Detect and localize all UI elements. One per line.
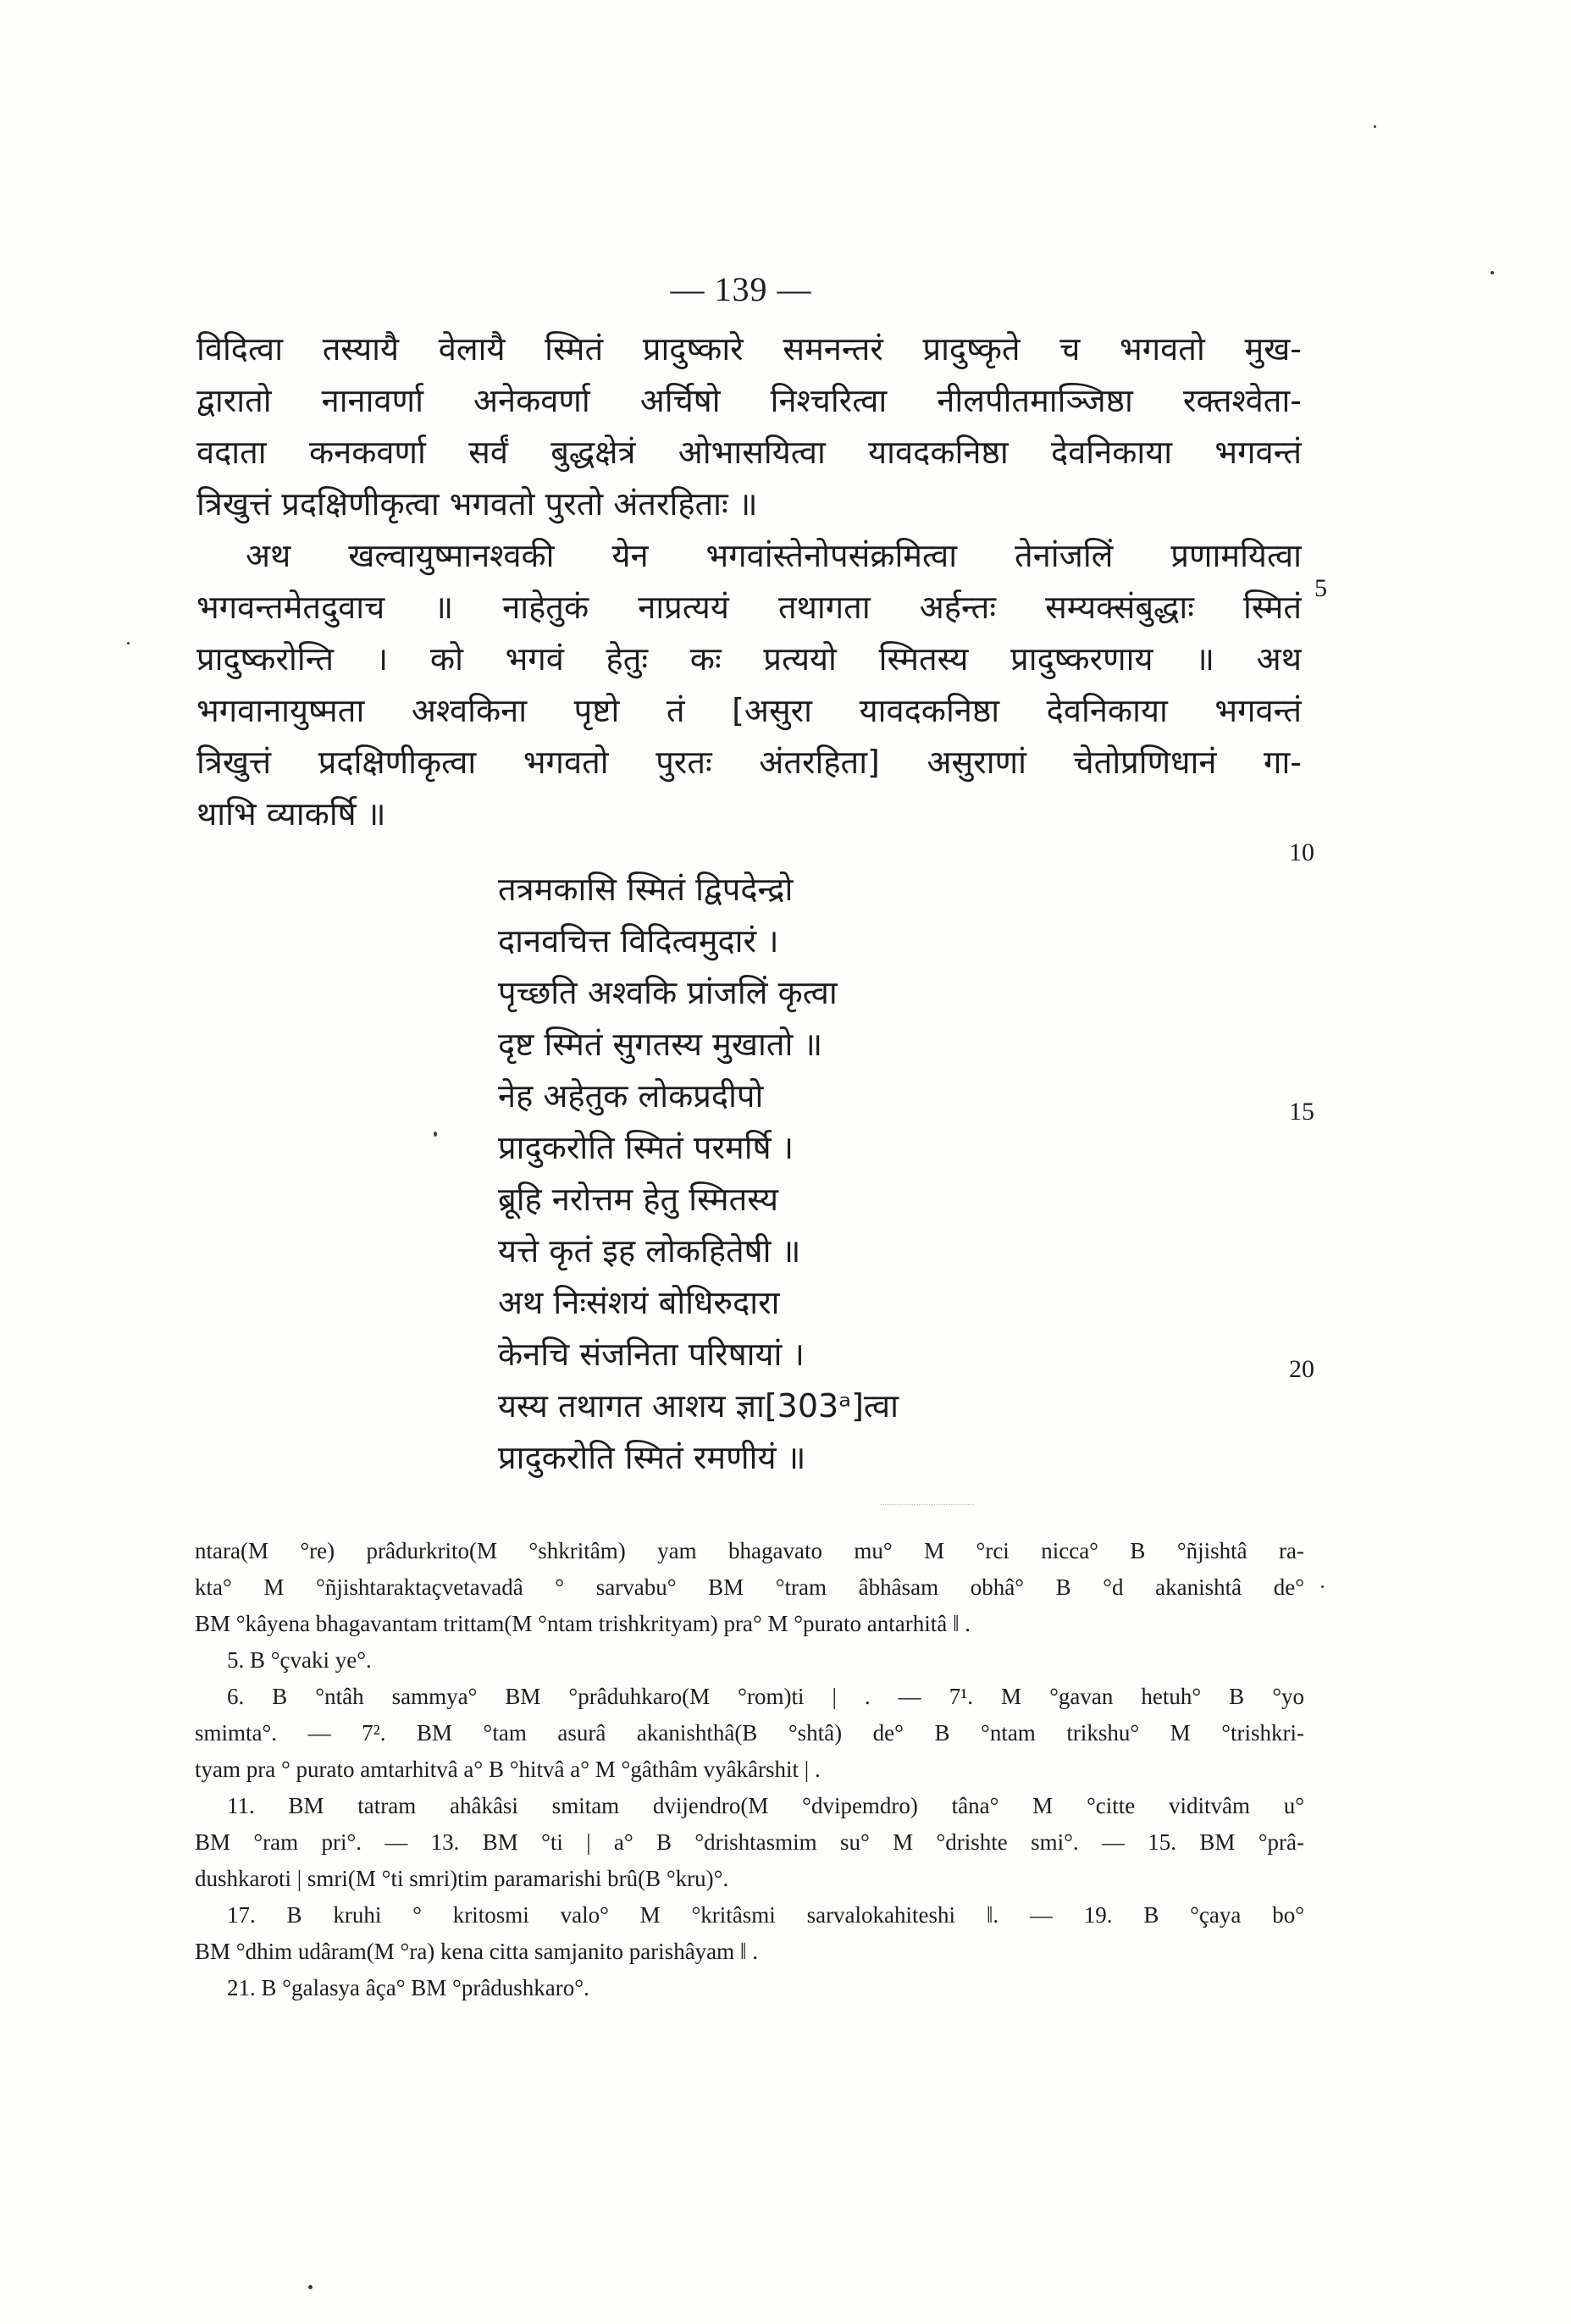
print-speck <box>1321 1585 1324 1588</box>
verse-line: ब्रूहि नरोत्तम हेतु स्मितस्य <box>498 1181 779 1218</box>
line-number-5: 5 <box>1314 574 1327 602</box>
line-number-10: 10 <box>1289 838 1314 866</box>
prose-block <box>196 324 1302 840</box>
verse-line: प्रादुकरोति स्मितं परमर्षि । <box>498 1129 794 1166</box>
footnote-line: kta° M °ñjishtaraktaçvetavadâ ° sarvabu° BM °tram âbhâsam obhâ° B °d akanishtâ de° <box>195 1574 1304 1600</box>
footnote-line: smimta°. — 7². BM °tam asurâ akanishthâ(B °shtâ) de° B °ntam trikshu° M °trishkri- <box>195 1720 1304 1746</box>
critical-apparatus <box>195 1533 1304 2006</box>
prose-line: त्रिखुत्तं प्रदक्षिणीकृत्वा भगवतो पुरतः अंतरहिता] असुराणां चेतोप्रणिधानं गा- <box>196 744 1302 781</box>
prose-line: त्रिखुत्तं प्रदक्षिणीकृत्वा भगवतो पुरतो अंतरहिताः ॥ <box>196 485 758 523</box>
print-speck <box>308 2285 313 2289</box>
verse-line: दृष्ट स्मितं सुगतस्य मुखातो ॥ <box>498 1026 823 1063</box>
print-speck <box>1374 125 1376 128</box>
verse-line: अथ निःसंशयं बोधिरुदारा <box>498 1284 780 1321</box>
footnote-line: BM °dhim udâram(M °ra) kena citta samjanito parishâyam ‖ . <box>195 1939 758 1964</box>
line-number-20: 20 <box>1289 1355 1314 1383</box>
prose-line: अथ खल्वायुष्मानश्वकी येन भगवांस्तेनोपसंक्रमित्वा तेनांजलिं प्रणामयित्वा <box>246 537 1302 574</box>
footnote-line: tyam pra ° purato amtarhitvâ a° B °hitvâ a° M °gâthâm vyâkârshit | . <box>195 1757 821 1782</box>
prose-line: द्वारातो नानावर्णा अनेकवर्णा अर्चिषो निश्चरित्वा नीलपीतमाञ्जिष्ठा रक्तश्वेता- <box>196 382 1302 419</box>
line-number-15: 15 <box>1289 1098 1314 1126</box>
footnote-line: 17. B kruhi ° kritosmi valo° M °kritâsmi sarvalokahiteshi ‖. — 19. B °çaya bo° <box>227 1902 1304 1928</box>
footnote-line: 5. B °çvaki ye°. <box>227 1647 372 1673</box>
footnote-line: 21. B °galasya âça° BM °prâdushkaro°. <box>227 1975 589 2000</box>
verse-line: पृच्छति अश्वकि प्रांजलिं कृत्वा <box>498 974 838 1011</box>
print-speck <box>434 1132 437 1137</box>
footnote-line: dushkaroti | smri(M °ti smri)tim paramarishi brû(B °kru)°. <box>195 1866 729 1891</box>
verse-line: केनचि संजनिता परिषायां । <box>498 1336 805 1373</box>
verse-line: तत्रमकासि स्मितं द्विपदेन्द्रो <box>498 871 794 908</box>
print-speck <box>1491 271 1494 274</box>
prose-line: भगवन्तमेतदुवाच ॥ नाहेतुकं नाप्रत्ययं तथागता अर्हन्तः सम्यक्संबुद्धाः स्मितं <box>196 589 1302 626</box>
prose-line: प्रादुष्करोन्ति । को भगवं हेतुः कः प्रत्ययो स्मितस्य प्रादुष्करणाय ॥ अथ <box>196 640 1302 678</box>
footnote-divider <box>881 1504 974 1505</box>
prose-line: भगवानायुष्मता अश्वकिना पृष्टो तं [असुरा यावदकनिष्ठा देवनिकाया भगवन्तं <box>196 692 1302 729</box>
footnote-line: BM °ram pri°. — 13. BM °ti | a° B °drishtasmim su° M °drishte smi°. — 15. BM °prâ- <box>195 1829 1304 1855</box>
prose-line: विदित्वा तस्यायै वेलायै स्मितं प्रादुष्कारे समनन्तरं प्रादुष्कृते च भगवतो मुख- <box>196 330 1302 368</box>
print-speck <box>127 642 130 645</box>
verse-line: यत्ते कृतं इह लोकहितेषी ॥ <box>498 1232 801 1270</box>
footnote-line: 11. BM tatram ahâkâsi smitam dvijendro(M °dvipemdro) tâna° M °citte viditvâm u° <box>227 1793 1304 1818</box>
footnote-line: BM °kâyena bhagavantam trittam(M °ntam trishkrityam) pra° M °purato antarhitâ ‖ . <box>195 1611 971 1636</box>
footnote-line: 6. B °ntâh sammya° BM °prâduhkaro(M °rom)ti | . — 7¹. M °gavan hetuh° B °yo <box>227 1684 1304 1709</box>
verse-line: यस्य तथागत आशय ज्ञा[303ᵃ]त्वा <box>498 1387 899 1425</box>
verse-line: प्रादुकरोति स्मितं रमणीयं ॥ <box>498 1439 806 1476</box>
verse-block <box>498 864 1023 1484</box>
verse-line: दानवचित्त विदित्वमुदारं । <box>498 922 779 960</box>
page-number: — 139 — <box>670 270 812 308</box>
footnote-line: ntara(M °re) prâdurkrito(M °shkritâm) yam bhagavato mu° M °rci nicca° B °ñjishtâ ra- <box>195 1538 1304 1563</box>
prose-line: वदाता कनकवर्णा सर्वं बुद्धक्षेत्रं ओभासयित्वा यावदकनिष्ठा देवनिकाया भगवन्तं <box>196 434 1302 471</box>
prose-line: थाभि व्याकर्षि ॥ <box>196 795 386 833</box>
verse-line: नेह अहेतुक लोकप्रदीपो <box>498 1077 764 1115</box>
